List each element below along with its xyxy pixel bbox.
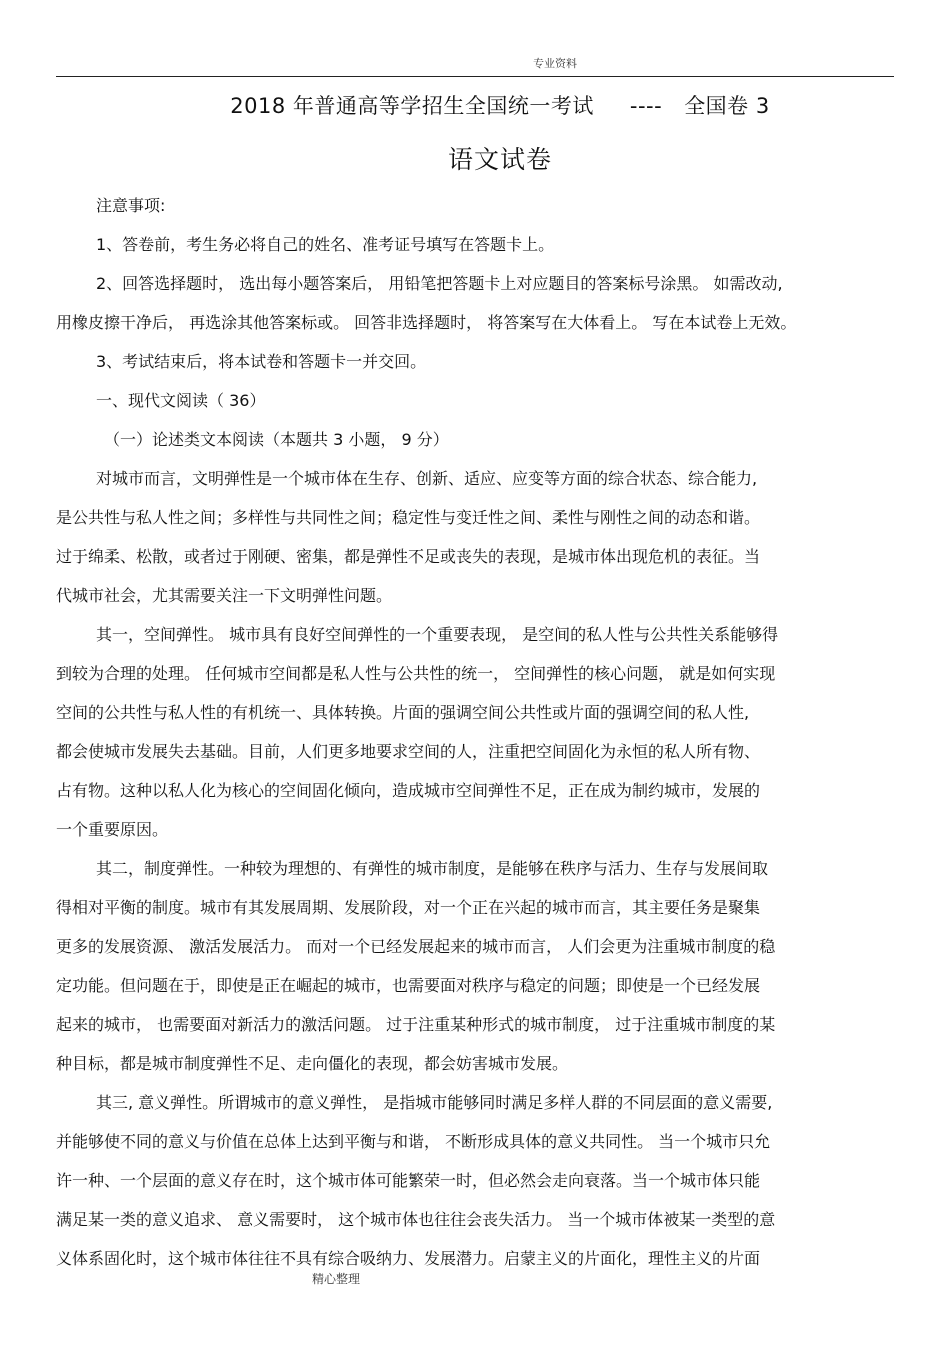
notice-item-2: 2、回答选择题时， 选出每小题答案后， 用铅笔把答题卡上对应题目的答案标号涂黑。 如需改动, bbox=[96, 274, 783, 293]
header-rule bbox=[56, 76, 894, 77]
title-dashes: ---- bbox=[629, 94, 663, 118]
paragraph-line: 都会使城市发展失去基础。目前，人们更多地要求空间的人，注重把空间固化为永恒的私人所有物、 bbox=[56, 742, 761, 761]
paragraph-line: 对城市而言，文明弹性是一个城市体在生存、创新、适应、应变等方面的综合状态、综合能力, bbox=[96, 469, 758, 488]
notice-item-1: 1、答卷前，考生务必将自己的姓名、准考证号填写在答题卡上。 bbox=[96, 235, 555, 254]
subsection-heading: （一）论述类文本阅读（本题共 3 小题， 9 分） bbox=[104, 430, 449, 449]
title-edition: 全国卷 3 bbox=[684, 94, 770, 118]
notice-item-3: 3、考试结束后，将本试卷和答题卡一并交回。 bbox=[96, 352, 427, 371]
paragraph-line: 种目标，都是城市制度弹性不足、走向僵化的表现，都会妨害城市发展。 bbox=[56, 1054, 569, 1073]
body-text bbox=[56, 186, 894, 1278]
paragraph-line: 过于绵柔、松散，或者过于刚硬、密集，都是弹性不足或丧失的表现，是城市体出现危机的表征。当 bbox=[56, 547, 761, 566]
paragraph-line: 义体系固化时，这个城市体往往不具有综合吸纳力、发展潜力。启蒙主义的片面化，理性主义的片面 bbox=[56, 1249, 761, 1268]
paragraph-line: 其二，制度弹性。一种较为理想的、有弹性的城市制度，是能够在秩序与活力、生存与发展间取 bbox=[96, 859, 769, 878]
paragraph-line: 空间的公共性与私人性的有机统一、具体转换。片面的强调空间公共性或片面的强调空间的私人性, bbox=[56, 703, 750, 722]
paragraph-line: 到较为合理的处理。 任何城市空间都是私人性与公共性的统一， 空间弹性的核心问题， 就是如何实现 bbox=[56, 664, 776, 683]
paragraph-line: 满足某一类的意义追求、 意义需要时， 这个城市体也往往会丧失活力。 当一个城市体被某一类型的意 bbox=[56, 1210, 776, 1229]
header-label: 专业资料 bbox=[533, 57, 577, 70]
paragraph-line: 起来的城市， 也需要面对新活力的激活问题。 过于注重某种形式的城市制度， 过于注重城市制度的某 bbox=[56, 1015, 776, 1034]
notice-item-2-cont: 用橡皮擦干净后， 再选涂其他答案标或。 回答非选择题时， 将答案写在大体看上。 写在本试卷上无效。 bbox=[56, 313, 797, 332]
paragraph-line: 是公共性与私人性之间；多样性与共同性之间；稳定性与变迁性之间、柔性与刚性之间的动态和谐。 bbox=[56, 508, 761, 527]
paragraph-line: 其一，空间弹性。 城市具有良好空间弹性的一个重要表现， 是空间的私人性与公共性关系能够得 bbox=[96, 625, 779, 644]
paragraph-line: 更多的发展资源、 激活发展活力。 而对一个已经发展起来的城市而言， 人们会更为注重城市制度的稳 bbox=[56, 937, 776, 956]
paragraph-line: 占有物。这种以私人化为核心的空间固化倾向，造成城市空间弹性不足，正在成为制约城市，发展的 bbox=[56, 781, 761, 800]
paragraph-line: 得相对平衡的制度。城市有其发展周期、发展阶段，对一个正在兴起的城市而言，其主要任务是聚集 bbox=[56, 898, 761, 917]
footer-label: 精心整理 bbox=[312, 1272, 361, 1286]
paragraph-line: 并能够使不同的意义与价值在总体上达到平衡与和谐， 不断形成具体的意义共同性。 当一个城市只允 bbox=[56, 1132, 771, 1151]
page-title bbox=[0, 90, 950, 120]
paragraph-line: 定功能。但问题在于，即使是正在崛起的城市，也需要面对秩序与稳定的问题；即使是一个已经发展 bbox=[56, 976, 761, 995]
paragraph-line: 许一种、一个层面的意义存在时，这个城市体可能繁荣一时，但必然会走向衰落。当一个城市体只能 bbox=[56, 1171, 761, 1190]
paragraph-line: 其三, 意义弹性。所谓城市的意义弹性， 是指城市能够同时满足多样人群的不同层面的意义需要, bbox=[96, 1093, 773, 1112]
title-main: 2018 年普通高等学招生全国统一考试 bbox=[230, 94, 594, 118]
page-subtitle: 语文试卷 bbox=[447, 145, 552, 174]
section-heading: 一、现代文阅读（ 36） bbox=[96, 391, 266, 410]
paragraph-line: 代城市社会，尤其需要关注一下文明弹性问题。 bbox=[56, 586, 393, 605]
paragraph-line: 一个重要原因。 bbox=[56, 820, 169, 839]
notice-heading: 注意事项: bbox=[96, 196, 166, 215]
